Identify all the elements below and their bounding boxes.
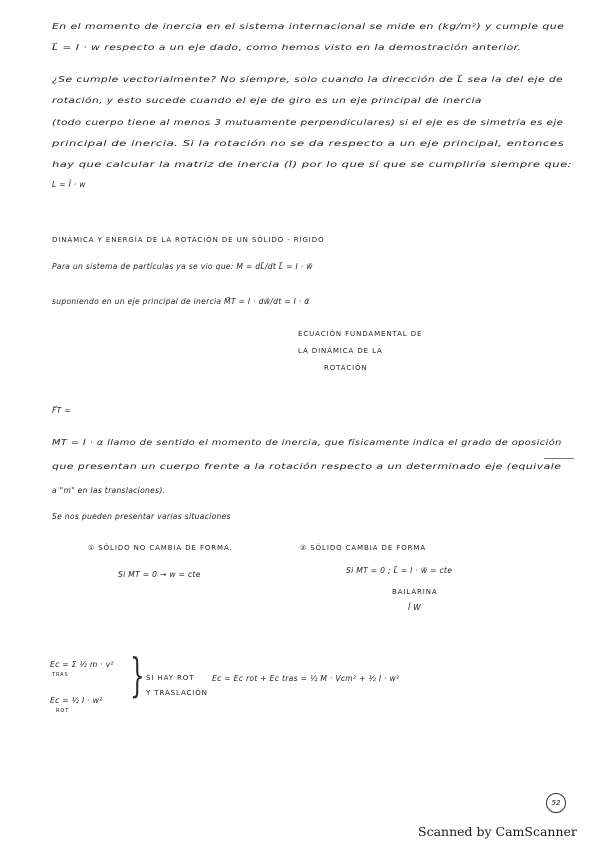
force-line: F⃗T = — [52, 406, 71, 415]
equation-caption-line-1: ECUACIÓN FUNDAMENTAL DE — [298, 330, 423, 338]
page-number: 52 — [546, 793, 566, 813]
equation-caption-line-2: LA DINÁMICA DE LA — [298, 347, 383, 355]
separator-line — [544, 458, 574, 459]
case-2-sub: Î W — [408, 603, 422, 612]
para3-line-4: Se nos pueden presentar varias situaciones — [52, 512, 231, 521]
case-1-equation: Si MT = 0 → w = cte — [118, 570, 201, 579]
energy-condition-2: Y TRASLACIÓN — [146, 689, 208, 697]
scanner-watermark: Scanned by CamScanner — [418, 824, 577, 839]
case-2-note: BAILARINA — [392, 588, 438, 596]
section-heading: DINÁMICA Y ENERGÍA DE LA ROTACIÓN DE UN SÓLIDO - RÍGIDO — [52, 236, 325, 244]
para1-line-1: En el momento de inercia en el sistema internacional se mide en (kg/m²) y cumple que — [52, 22, 565, 31]
para1-line-3: ¿Se cumple vectorialmente? No siempre, solo cuando la dirección de L⃗ sea la del eje de — [52, 75, 564, 84]
para1-line-4: rotación, y esto sucede cuando el eje de giro es un eje principal de inercia — [52, 96, 482, 105]
para1-line-2: L⃗ = I · w respecto a un eje dado, como hemos visto en la demostración anterior. — [52, 43, 522, 52]
para3-line-1: MT = I · α llamo de sentido el momento de inercia, que físicamente indica el grado de oposición — [52, 438, 562, 447]
energy-line-2-sub: ROT — [56, 708, 70, 714]
energy-line-2: Ec = ½ I · w² — [50, 696, 103, 705]
case-1-title: ① SÓLIDO NO CAMBIA DE FORMA. — [88, 544, 233, 552]
para1-line-8: L = Î · w — [52, 180, 86, 189]
para1-line-7: hay que calcular la matriz de inercia (Î) por lo que sí que se cumpliría siempre que: — [52, 160, 572, 169]
para3-line-2: que presentan un cuerpo frente a la rotación respecto a un determinado eje (equivale — [52, 462, 562, 471]
para3-line-3: a "m" en las translaciones). — [52, 486, 166, 495]
equation-caption-line-3: ROTACIÓN — [324, 364, 368, 372]
curly-brace: } — [130, 648, 145, 702]
section-line-2: suponiendo en un eje principal de inercia M⃗T = I · dw⃗/dt = I · α⃗ — [52, 297, 310, 306]
case-2-title: ② SÓLIDO CAMBIA DE FORMA — [300, 544, 427, 552]
energy-line-1: Ec = Σ ½ m · v² — [50, 660, 114, 669]
para1-line-5: (todo cuerpo tiene al menos 3 mutuamente perpendiculares) si el eje es de simetría es eje — [52, 118, 564, 127]
energy-condition-1: SI HAY ROT — [146, 674, 195, 682]
energy-total: Ec = Ec rot + Ec tras = ½ M · Vcm² + ½ I · w² — [212, 674, 400, 683]
case-2-equation: Si MT = 0 ; L⃗ = I · w⃗ = cte — [346, 566, 453, 575]
section-line-1: Para un sistema de partículas ya se vio que: M = dL⃗/dt L⃗ = I · w⃗ — [52, 262, 313, 271]
energy-line-1-sub: TRAS — [52, 672, 69, 678]
para1-line-6: principal de inercia. Si la rotación no se da respecto a un eje principal, entonces — [52, 139, 565, 148]
